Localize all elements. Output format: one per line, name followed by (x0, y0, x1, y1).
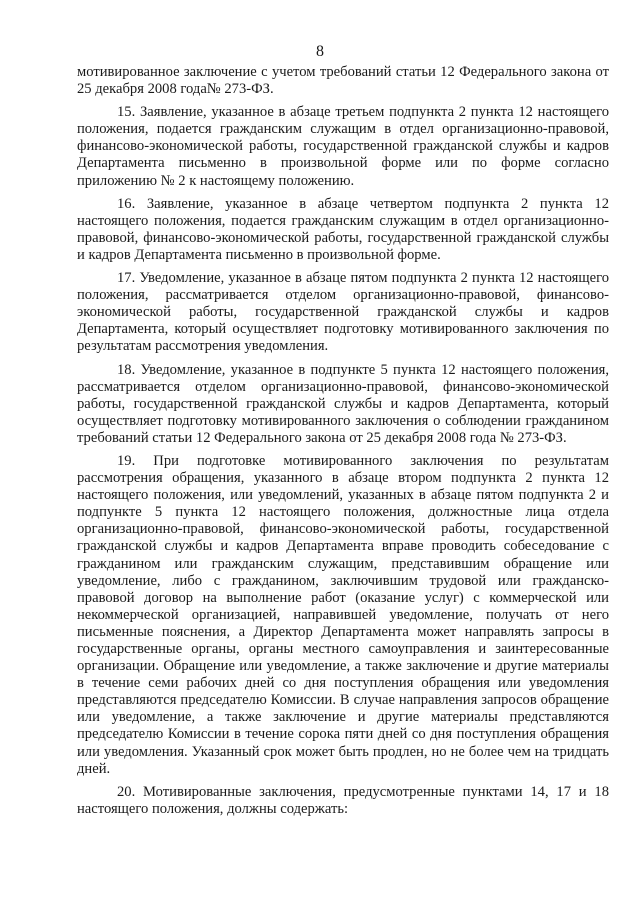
paragraph-19: 19. При подготовке мотивированного заключения по результатам рассмотрения обращения, указанного в абзаце втором подпункта 2 пункта 12 настоящего положения, или уведомлений, указанных в абзаце пятом подпункта 2 и подпункте 5 пункта 12 настоящего положения, должностные лица отдела организационно-правовой, финансово-экономической работы, государственной гражданской службы и кадров Департамента вправе проводить собеседование с гражданином или гражданским служащим, представившим обращение или уведомление, либо с гражданином, заключившим трудовой или гражданско-правовой договор на выполнение работ (оказание услуг) с коммерческой или некоммерческой организацией, направившей уведомление, получать от него письменные пояснения, а Директор Департамента может направлять запросы в государственные органы, органы местного самоуправления и заинтересованные организации. Обращение или уведомление, а также заключение и другие материалы в течение семи рабочих дней со дня поступления обращения или уведомления представляются председателю Комиссии. В случае направления запросов обращение или уведомление, а также заключение и другие материалы представляются председателю Комиссии в течение сорока пяти дней со дня поступления обращения или уведомления. Указанный срок может быть продлен, но не более чем на тридцать дней. (77, 452, 609, 777)
paragraph-17: 17. Уведомление, указанное в абзаце пятом подпункта 2 пункта 12 настоящего положения, рассматривается отделом организационно-правовой, финансово-экономической работы, государственной гражданской службы и кадров Департамента, который осуществляет подготовку мотивированного заключения по результатам рассмотрения уведомления. (77, 270, 609, 355)
document-body (77, 64, 609, 824)
paragraph-20: 20. Мотивированные заключения, предусмотренные пунктами 14, 17 и 18 настоящего положения, должны содержать: (77, 783, 609, 817)
paragraph-15: 15. Заявление, указанное в абзаце третьем подпункта 2 пункта 12 настоящего положения, подается гражданским служащим в отдел организационно-правовой, финансово-экономической работы, государственной гражданской службы и кадров Департамента письменно в произвольной форме или по форме согласно приложению № 2 к настоящему положению. (77, 104, 609, 189)
paragraph-16: 16. Заявление, указанное в абзаце четвертом подпункта 2 пункта 12 настоящего положения, подается гражданским служащим в отдел организационно-правовой, финансово-экономической работы, государственной гражданской службы и кадров Департамента письменно в произвольной форме. (77, 195, 609, 263)
paragraph-continuation: мотивированное заключение с учетом требований статьи 12 Федерального закона от 25 декабря 2008 года№ 273-ФЗ. (77, 64, 609, 98)
page-number: 8 (316, 43, 324, 60)
paragraph-18: 18. Уведомление, указанное в подпункте 5 пункта 12 настоящего положения, рассматривается отделом организационно-правовой, финансово-экономической работы, государственной гражданской службы и кадров Департамента, который осуществляет подготовку мотивированного заключения о соблюдении гражданином требований статьи 12 Федерального закона от 25 декабря 2008 года № 273-ФЗ. (77, 361, 609, 446)
